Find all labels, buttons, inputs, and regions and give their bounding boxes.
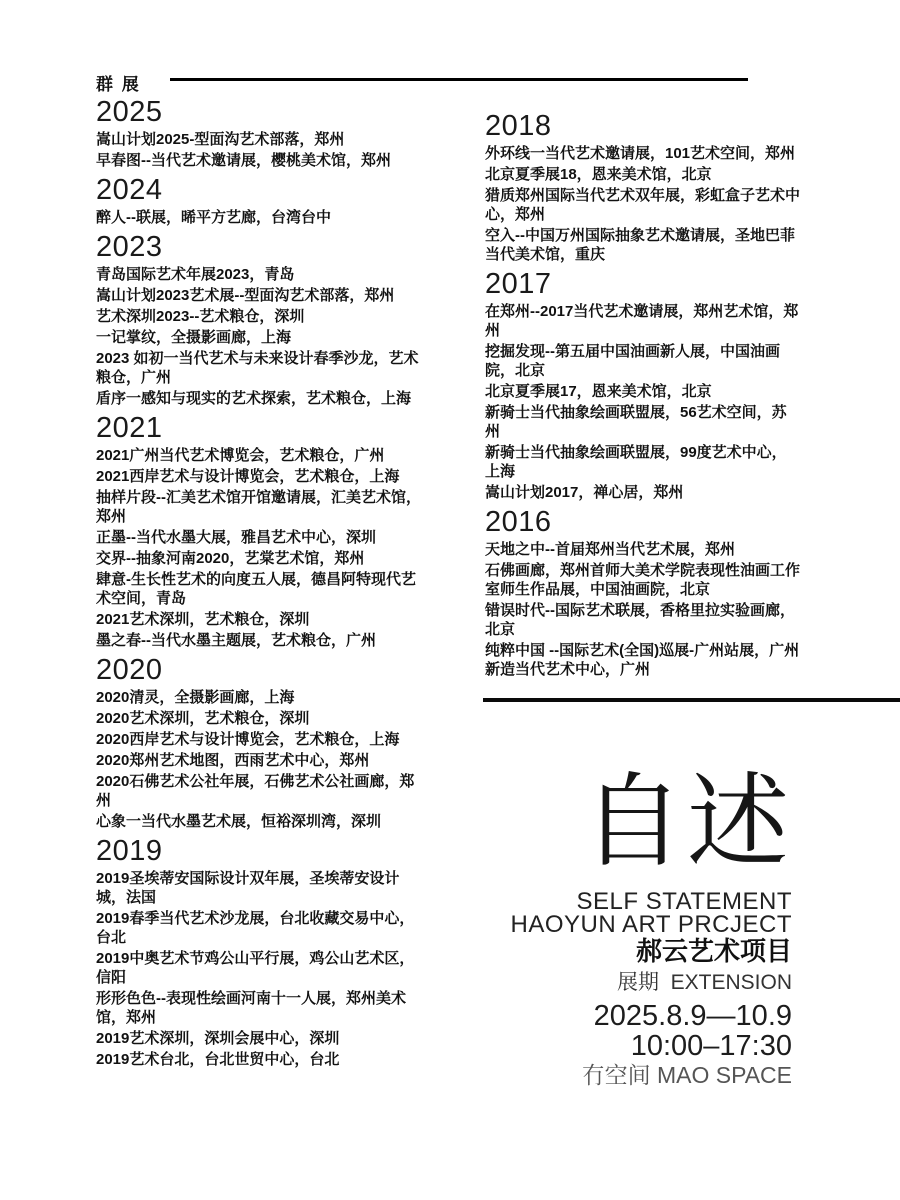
exhibition-entry: 2019圣埃蒂安国际设计双年展，圣埃蒂安设计城，法国 xyxy=(96,870,400,906)
exhibition-entry: 挖掘发现--第五届中国油画新人展，中国油画院，北京 xyxy=(485,343,780,379)
year-block xyxy=(485,112,801,264)
exhibition-entry: 2021广州当代艺术博览会，艺术粮仓，广州 xyxy=(96,447,385,464)
year-entries xyxy=(96,208,426,227)
section-title: 群 展 xyxy=(96,75,141,94)
exhibition-entry: 猎质郑州国际当代艺术双年展，彩虹盒子艺术中心，郑州 xyxy=(485,187,801,223)
exhibition-entry: 2019艺术深圳，深圳会展中心，深圳 xyxy=(96,1030,340,1047)
statement-title-en: SELF STATEMENT xyxy=(576,888,792,915)
year-heading: 2025 xyxy=(96,96,163,128)
year-block xyxy=(96,233,426,408)
exhibition-entry: 纯粹中国 --国际艺术(全国)巡展-广州站展，广州新造当代艺术中心，广州 xyxy=(485,642,800,678)
year-heading: 2017 xyxy=(485,268,552,300)
exhibition-entry: 墨之春--当代水墨主题展，艺术粮仓，广州 xyxy=(96,632,376,649)
year-entries xyxy=(96,446,426,650)
exhibition-entry: 空入--中国万州国际抽象艺术邀请展，圣地巴菲当代美术馆，重庆 xyxy=(485,227,795,263)
year-block xyxy=(485,270,801,502)
exhibition-entry: 形形色色--表现性绘画河南十一人展，郑州美术馆，郑州 xyxy=(96,990,406,1026)
project-name-en: HAOYUN ART PRCJECT xyxy=(510,911,792,938)
exhibition-entry: 2020西岸艺术与设计博览会，艺术粮仓，上海 xyxy=(96,731,400,748)
exhibition-open-hours: 10:00–17:30 xyxy=(630,1030,792,1062)
year-heading: 2020 xyxy=(96,654,163,686)
exhibitions-column-left xyxy=(96,98,426,1075)
exhibition-entry: 嵩山计划2025-型面沟艺术部落，郑州 xyxy=(96,131,345,148)
exhibition-entry: 一记掌纹，全摄影画廊，上海 xyxy=(96,329,292,346)
exhibition-entry: 肆意-生长性艺术的向度五人展，德昌阿特现代艺术空间，青岛 xyxy=(96,571,416,607)
exhibition-entry: 2020清灵，全摄影画廊，上海 xyxy=(96,689,295,706)
exhibition-entry: 2019春季当代艺术沙龙展，台北收藏交易中心，台北 xyxy=(96,910,415,946)
year-block xyxy=(96,837,426,1069)
year-block xyxy=(96,414,426,650)
exhibition-entry: 石佛画廊，郑州首师大美术学院表现性油画工作室师生作品展，中国油画院，北京 xyxy=(485,562,801,598)
exhibition-entry: 交界--抽象河南2020，艺棠艺术馆，郑州 xyxy=(96,550,365,567)
exhibition-entry: 2019中奥艺术节鸡公山平行展，鸡公山艺术区，信阳 xyxy=(96,950,415,986)
exhibition-entry: 嵩山计划2023艺术展--型面沟艺术部落，郑州 xyxy=(96,287,395,304)
exhibition-entry: 北京夏季展17，恩来美术馆，北京 xyxy=(485,383,712,400)
header-rule xyxy=(170,78,748,81)
year-block xyxy=(96,176,426,227)
exhibition-entry: 2020艺术深圳，艺术粮仓，深圳 xyxy=(96,710,310,727)
year-heading: 2024 xyxy=(96,174,163,206)
exhibition-entry: 天地之中--首届郑州当代艺术展，郑州 xyxy=(485,541,735,558)
exhibition-entry: 新骑士当代抽象绘画联盟展，99度艺术中心，上海 xyxy=(485,444,787,480)
exhibition-entry: 新骑士当代抽象绘画联盟展，56艺术空间，苏州 xyxy=(485,404,787,440)
year-block xyxy=(96,98,426,170)
year-entries xyxy=(485,302,801,502)
statement-title-cn: 自述 xyxy=(582,765,792,879)
exhibition-entry: 2021西岸艺术与设计博览会，艺术粮仓，上海 xyxy=(96,468,400,485)
exhibition-entry: 外环线一当代艺术邀请展，101艺术空间，郑州 xyxy=(485,145,796,162)
project-name-cn: 郝云艺术项目 xyxy=(635,936,792,966)
exhibition-entry: 正墨--当代水墨大展，雅昌艺术中心，深圳 xyxy=(96,529,376,546)
exhibition-entry: 北京夏季展18，恩来美术馆，北京 xyxy=(485,166,712,183)
exhibition-entry: 2019艺术台北，台北世贸中心，台北 xyxy=(96,1051,340,1068)
year-entries xyxy=(485,144,801,264)
exhibition-entry: 2020石佛艺术公社年展，石佛艺术公社画廊，郑州 xyxy=(96,773,415,809)
year-heading: 2016 xyxy=(485,506,552,538)
exhibition-entry: 早春图--当代艺术邀请展，樱桃美术馆，郑州 xyxy=(96,152,391,169)
exhibition-entry: 心象一当代水墨艺术展，恒裕深圳湾，深圳 xyxy=(96,813,382,830)
exhibition-entry: 盾序一感知与现实的艺术探索，艺术粮仓，上海 xyxy=(96,390,412,407)
exhibition-entry: 嵩山计划2017，禅心居，郑州 xyxy=(485,484,684,501)
year-entries xyxy=(96,130,426,170)
exhibitions-column-right xyxy=(485,112,801,685)
exhibition-entry: 青岛国际艺术年展2023，青岛 xyxy=(96,266,295,283)
year-heading: 2021 xyxy=(96,412,163,444)
exhibition-entry: 错误时代--国际艺术联展，香格里拉实验画廊，北京 xyxy=(485,602,795,638)
year-heading: 2018 xyxy=(485,110,552,142)
exhibition-entry: 2020郑州艺术地图，西雨艺术中心，郑州 xyxy=(96,752,370,769)
year-entries xyxy=(485,540,801,679)
year-block xyxy=(485,508,801,679)
year-entries xyxy=(96,688,426,831)
exhibition-period-label: 展期 EXTENSION xyxy=(616,971,792,994)
footer-divider-rule xyxy=(483,698,900,702)
exhibition-entry: 2021艺术深圳，艺术粮仓，深圳 xyxy=(96,611,310,628)
year-heading: 2019 xyxy=(96,835,163,867)
self-statement-block xyxy=(510,765,793,1088)
exhibition-entry: 2023 如初一当代艺术与未来设计春季沙龙，艺术粮仓，广州 xyxy=(96,350,419,386)
exhibition-entry: 在郑州--2017当代艺术邀请展，郑州艺术馆，郑州 xyxy=(485,303,799,339)
venue-name: 冇空间 MAO SPACE xyxy=(581,1062,792,1088)
exhibition-entry: 抽样片段--汇美艺术馆开馆邀请展，汇美艺术馆，郑州 xyxy=(96,489,421,525)
year-heading: 2023 xyxy=(96,231,163,263)
year-entries xyxy=(96,265,426,408)
year-block xyxy=(96,656,426,831)
exhibition-date-range: 2025.8.9—10.9 xyxy=(593,1000,792,1032)
exhibition-entry: 艺术深圳2023--艺术粮仓，深圳 xyxy=(96,308,305,325)
year-entries xyxy=(96,869,426,1069)
exhibition-entry: 醉人--联展，晞平方艺廊，台湾台中 xyxy=(96,209,331,226)
